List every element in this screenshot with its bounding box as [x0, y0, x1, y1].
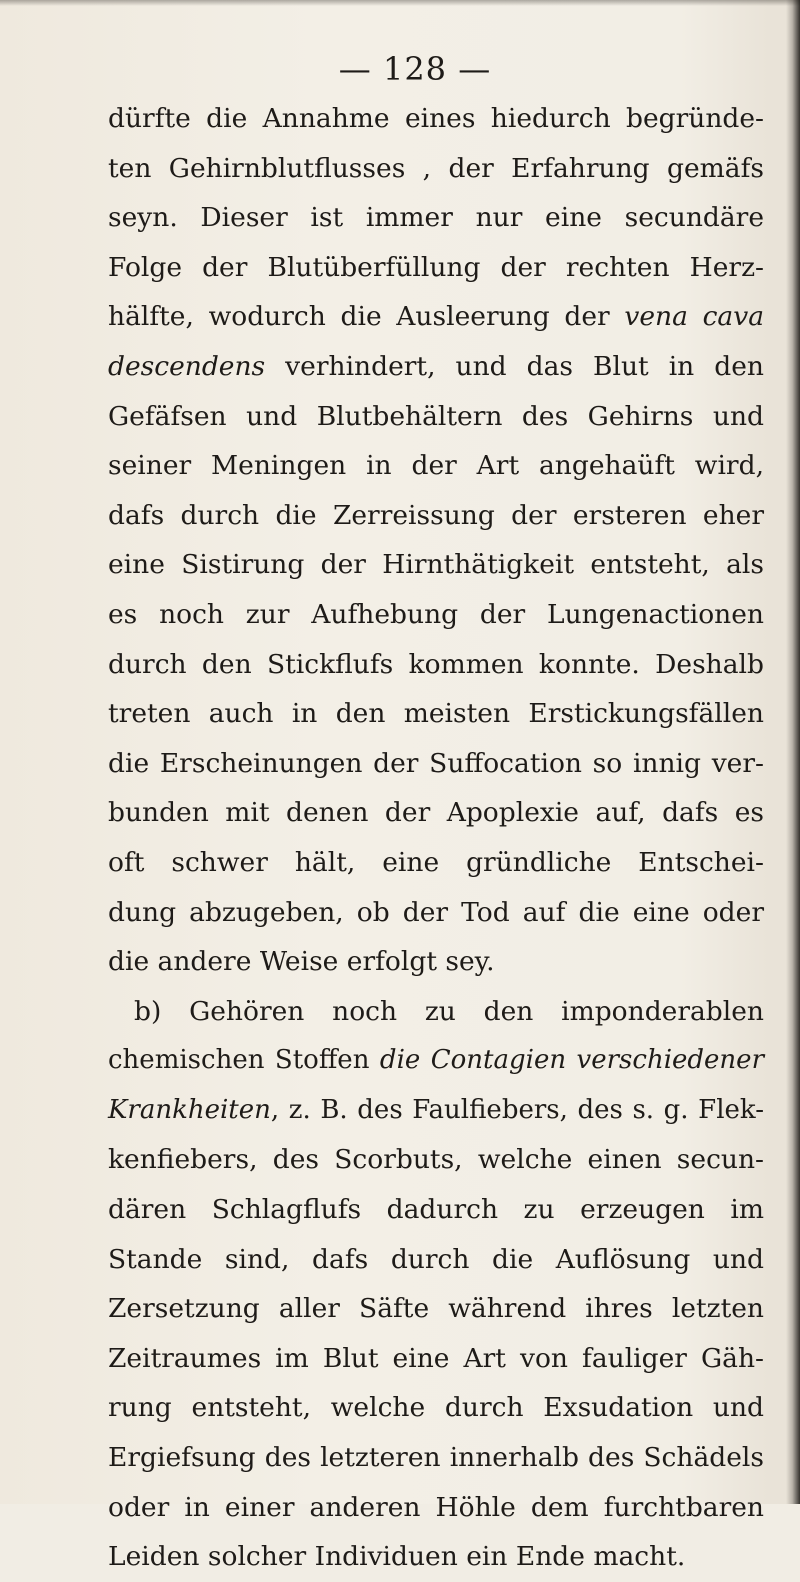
- text-line-8: seiner Meningen in der Art angehaüft wird,: [108, 450, 764, 482]
- text-line-15: bunden mit denen der Apoplexie auf, dafs es: [108, 797, 764, 829]
- italic-term: Krankheiten: [108, 1094, 271, 1125]
- text-line-9: dafs durch die Zerreissung der ersteren eher: [108, 499, 764, 531]
- text-line-14: die Erscheinungen der Suffocation so innig ver-: [108, 747, 764, 779]
- text-line-24: Stande sind, dafs durch die Auflösung und: [108, 1243, 764, 1275]
- text-line-27: rung entsteht, welche durch Exsudation und: [108, 1392, 764, 1424]
- text-line-25: Zersetzung aller Säfte während ihres letzten: [108, 1293, 764, 1325]
- text-line-22: kenfiebers, des Scorbuts, welche einen secun-: [108, 1144, 764, 1176]
- text-line-7: Gefäfsen und Blutbehältern des Gehirns und: [108, 400, 764, 432]
- italic-term: vena cava: [624, 301, 764, 333]
- text-line-18: die andere Weise erfolgt sey.: [108, 946, 495, 978]
- text-line-6: descendens verhindert, und das Blut in den: [108, 350, 764, 382]
- text-line-2: ten Gehirnblutflusses , der Erfahrung gemäfs: [108, 152, 764, 184]
- text-line-19: b) Gehören noch zu den imponderablen: [134, 995, 764, 1027]
- body-text: [108, 94, 764, 1582]
- text-line-11: es noch zur Aufhebung der Lungenactionen: [108, 598, 764, 630]
- text-line-12: durch den Stickflufs kommen konnte. Deshalb: [108, 648, 764, 680]
- page-edge-shadow: [786, 0, 800, 1504]
- text-line-10: eine Sistirung der Hirnthätigkeit entsteht, als: [108, 549, 764, 581]
- italic-term: descendens: [108, 350, 266, 382]
- italic-term: die Contagien verschiedener: [379, 1045, 764, 1076]
- text-line-29: oder in einer anderen Höhle dem furchtbaren: [108, 1491, 764, 1523]
- text-line-3: seyn. Dieser ist immer nur eine secundäre: [108, 202, 764, 234]
- text-line-17: dung abzugeben, ob der Tod auf die eine oder: [108, 896, 764, 928]
- text-line-26: Zeitraumes im Blut eine Art von fauliger Gäh-: [108, 1342, 764, 1374]
- text-line-28: Ergiefsung des letzteren innerhalb des Schädels: [108, 1442, 764, 1474]
- text-line-20: chemischen Stoffen die Contagien verschiedener: [108, 1045, 764, 1076]
- text-line-4: Folge der Blutüberfüllung der rechten Herz-: [108, 251, 764, 283]
- page-number-header: — 128 —: [338, 50, 492, 88]
- page-top-shadow: [0, 0, 800, 6]
- text-line-13: treten auch in den meisten Erstickungsfällen: [108, 698, 764, 730]
- text-line-30: Leiden solcher Individuen ein Ende macht.: [108, 1541, 686, 1573]
- text-line-16: oft schwer hält, eine gründliche Entschei-: [108, 846, 764, 878]
- text-line-23: dären Schlagflufs dadurch zu erzeugen im: [108, 1194, 764, 1226]
- text-line-1: dürfte die Annahme eines hiedurch begründe-: [108, 103, 764, 134]
- text-line-5: hälfte, wodurch die Ausleerung der vena cava: [108, 301, 764, 333]
- text-line-21: Krankheiten, z. B. des Faulfiebers, des s. g. Flek-: [108, 1094, 764, 1125]
